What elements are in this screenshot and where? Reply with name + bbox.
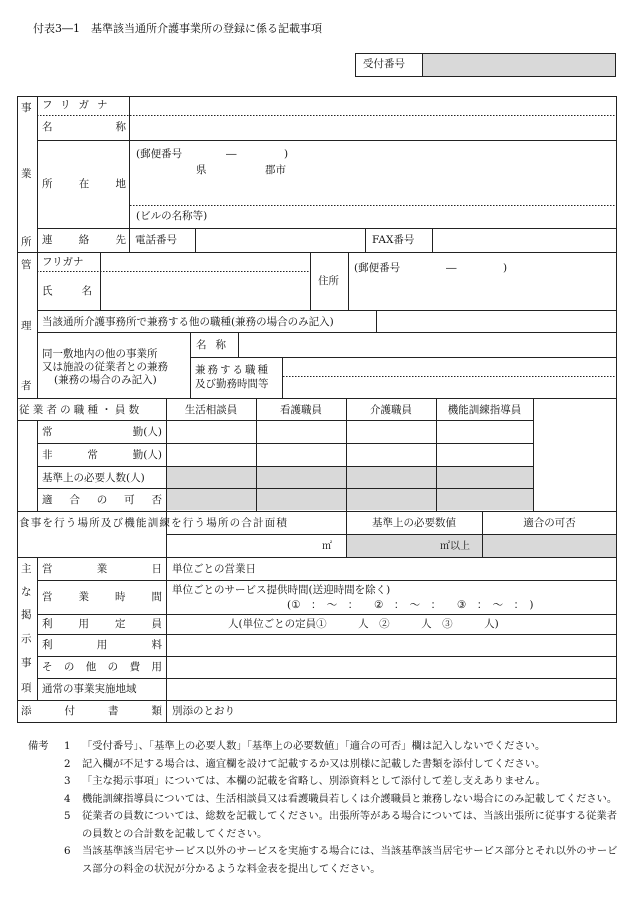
kanrisha-address-label: 住所 bbox=[318, 275, 339, 287]
jigyosho-postal-dash: ― bbox=[226, 148, 237, 160]
concurrent-label-1: 兼務する職種 bbox=[195, 364, 270, 376]
kanrisha-other-jobs-label: 当該通所介護事務所で兼務する他の職種(兼務の場合のみ記入) bbox=[42, 316, 334, 328]
postings-hours-label: 営 業 時 間 bbox=[42, 591, 162, 603]
jigyosho-fax-label: FAX番号 bbox=[372, 234, 415, 246]
area-unit: ㎡ bbox=[322, 541, 332, 552]
postings-business-days-label: 営 業 日 bbox=[42, 563, 162, 575]
staff-row-conformity: 適 合 の 可 否 bbox=[42, 494, 162, 506]
jigyosho-phone-label: 電話番号 bbox=[135, 234, 177, 246]
jigyosho-side-1: 事 bbox=[21, 102, 32, 114]
staff-col-caregiver: 介護職員 bbox=[370, 404, 412, 416]
kanrisha-postal-dash: ― bbox=[446, 262, 457, 274]
staff-row-parttime: 非 常 勤(人) bbox=[42, 449, 162, 461]
postings-business-days-value: 単位ごとの営業日 bbox=[172, 563, 256, 575]
postings-side-5: 事 bbox=[21, 657, 32, 669]
postings-hours-line1: 単位ごとのサービス提供時間(送迎時間を除く) bbox=[172, 584, 391, 596]
jigyosho-building-label: (ビルの名称等) bbox=[136, 210, 208, 222]
postings-side-2: な bbox=[21, 586, 32, 598]
staff-col-nurse: 看護職員 bbox=[280, 404, 322, 416]
note-item: 4 機能訓練指導員については、生活相談員又は看護職員若しくは介護職員と兼務しない場合にのみ記載してください。 bbox=[64, 792, 618, 805]
site-name-label: 名称 bbox=[196, 339, 235, 351]
postings-hours-line2: (① ： ～ ： ② ： ～ ： ③ ： ～ ： ) bbox=[287, 599, 534, 611]
postings-area-label: 通常の事業実施地域 bbox=[42, 683, 137, 695]
area-conformity-label: 適合の可否 bbox=[523, 517, 576, 529]
kanrisha-side-3: 者 bbox=[21, 380, 32, 392]
jigyosho-side-3: 所 bbox=[21, 236, 32, 248]
form-title: 付表3―1 基準該当通所介護事業所の登録に係る記載事項 bbox=[33, 22, 322, 35]
attachments-value: 別添のとおり bbox=[172, 705, 235, 717]
postings-fee-label: 利 用 料 bbox=[42, 639, 162, 651]
jigyosho-city-label: 郡市 bbox=[265, 164, 286, 176]
postings-side-4: 示 bbox=[21, 633, 32, 645]
jigyosho-contact-label: 連 絡 先 bbox=[42, 234, 126, 246]
staff-row-required: 基準上の必要人数(人) bbox=[42, 472, 145, 484]
receipt-number-label: 受付番号 bbox=[363, 58, 405, 70]
postings-capacity-label: 利 用 定 員 bbox=[42, 618, 162, 630]
jigyosho-postal-label: (郵便番号 bbox=[136, 148, 183, 160]
note-item: 5 従業者の員数については、総数を記載してください。出張所等がある場合については、当該出張所に従事する従業者の員数との合計数を記載してください。 bbox=[64, 810, 618, 840]
note-item: 6 当該基準該当居宅サービス以外のサービスを実施する場合には、当該基準該当居宅サービス部分とそれ以外のサービス部分の料金の状況が分かるような料金表を提出してください。 bbox=[64, 845, 618, 875]
area-required-label: 基準上の必要数値 bbox=[372, 517, 456, 529]
kanrisha-name-label: 氏 名 bbox=[42, 285, 92, 297]
postings-side-1: 主 bbox=[21, 563, 32, 575]
staff-col-counselor: 生活相談員 bbox=[184, 404, 238, 416]
note-item: 2 記入欄が不足する場合は、適宜欄を設けて記載するか又は別様に記載した書類を添付してください。 bbox=[64, 757, 546, 770]
area-unit-min: ㎡以上 bbox=[440, 541, 470, 552]
jigyosho-postal-close: ) bbox=[284, 148, 289, 160]
notes-section bbox=[28, 738, 624, 878]
same-site-label-3: (兼務の場合のみ記入) bbox=[54, 374, 157, 386]
concurrent-label-2: 及び勤務時間等 bbox=[195, 378, 269, 390]
kanrisha-postal-close: ) bbox=[503, 262, 508, 274]
postings-other-costs-label: そ の 他 の 費 用 bbox=[42, 661, 162, 673]
notes-label: 備考 bbox=[28, 740, 49, 752]
same-site-label-1: 同一敷地内の他の事業所 bbox=[42, 348, 158, 360]
attachments-label: 添 付 書 類 bbox=[21, 705, 162, 717]
kanrisha-furigana-label: フリガナ bbox=[42, 256, 84, 268]
area-label: 食事を行う場所及び機能訓練を行う場所の合計面積 bbox=[19, 517, 289, 529]
kanrisha-side-1: 管 bbox=[21, 259, 32, 271]
staff-col-trainer: 機能訓練指導員 bbox=[447, 404, 522, 416]
jigyosho-name-label: 名 称 bbox=[42, 121, 126, 133]
kanrisha-postal-label: (郵便番号 bbox=[354, 262, 401, 274]
staff-row-fulltime: 常 勤(人) bbox=[42, 426, 162, 438]
same-site-label-2: 又は施設の従業者との兼務 bbox=[42, 361, 168, 373]
jigyosho-address-label: 所 在 地 bbox=[42, 178, 126, 190]
jigyosho-furigana-label: フリガナ bbox=[42, 99, 116, 111]
jigyosho-side-2: 業 bbox=[21, 168, 32, 180]
staff-header: 従業者の職種・員数 bbox=[19, 404, 143, 416]
kanrisha-side-2: 理 bbox=[21, 320, 32, 332]
postings-side-6: 項 bbox=[21, 682, 32, 694]
note-item: 備考 1 「受付番号」、「基準上の必要人数」「基準上の必要数値」「適合の可否」欄は記入しないでください。 bbox=[28, 738, 624, 756]
note-item: 3 「主な掲示事項」については、本欄の記載を省略し、別添資料として添付して差し支えありません。 bbox=[64, 775, 546, 787]
postings-side-3: 掲 bbox=[21, 609, 32, 621]
jigyosho-pref-label: 県 bbox=[196, 164, 207, 176]
postings-capacity-value: 人(単位ごとの定員① 人 ② 人 ③ 人) bbox=[228, 618, 499, 630]
